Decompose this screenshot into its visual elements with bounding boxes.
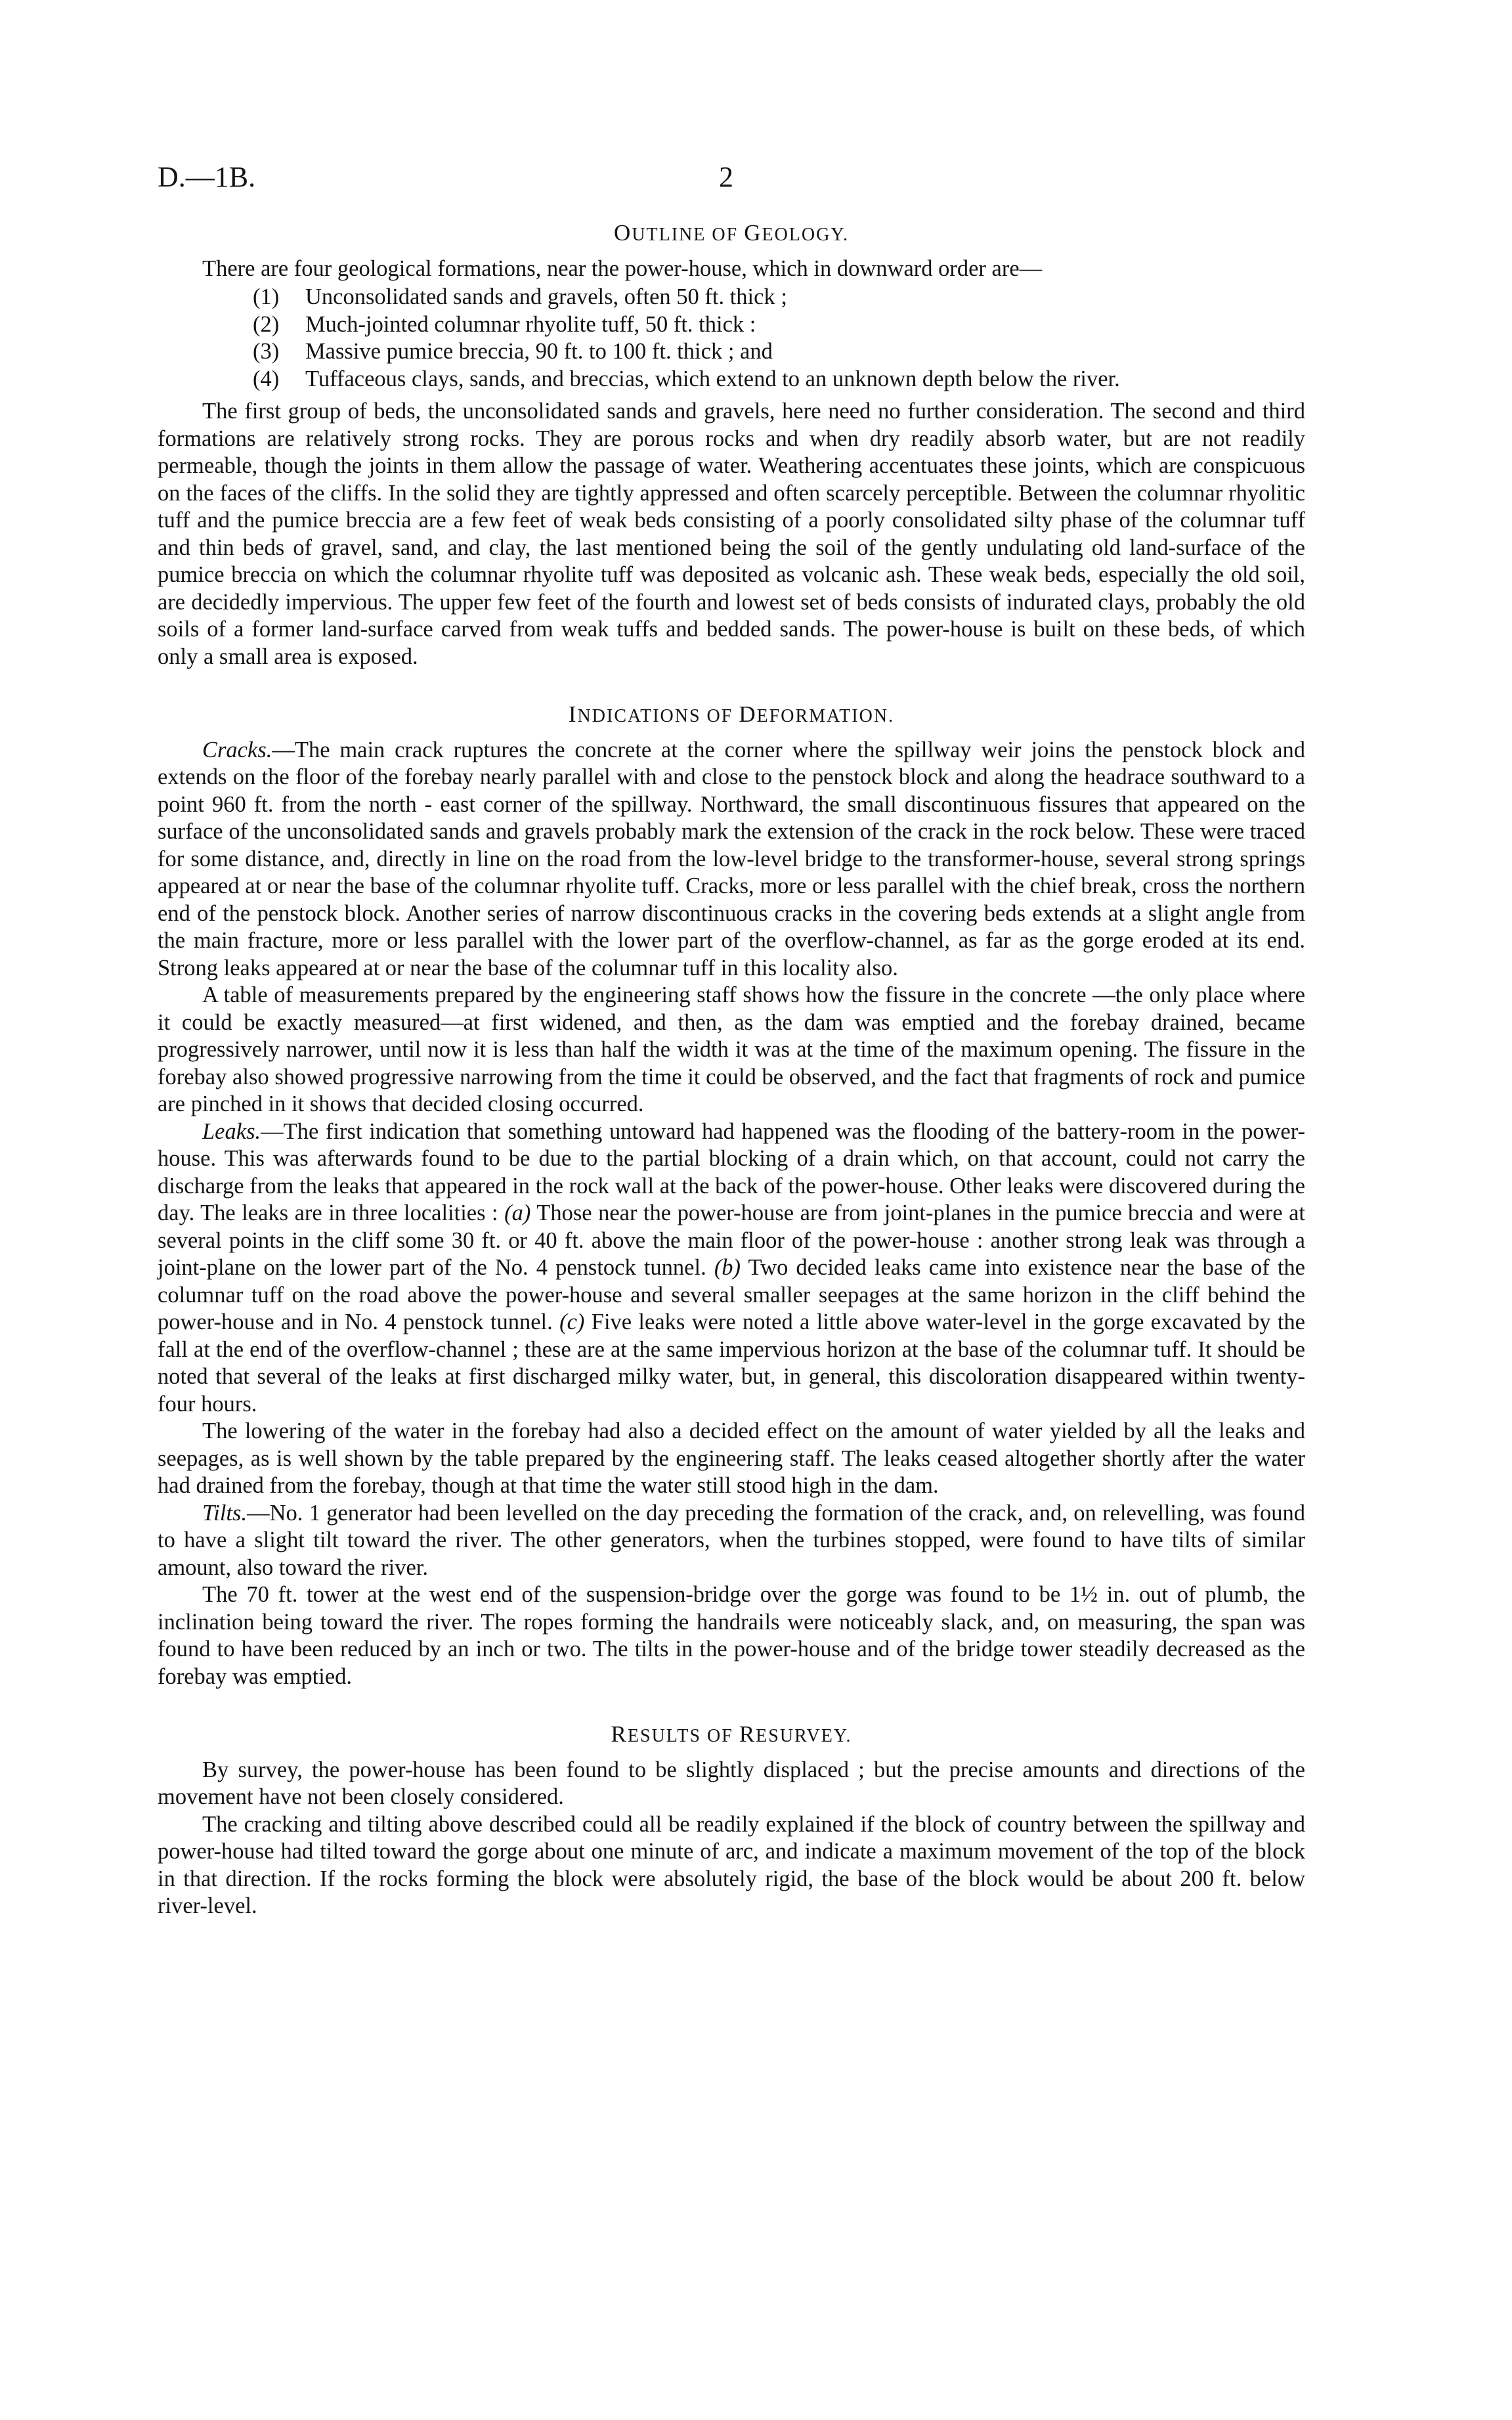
- document-body: [158, 215, 1305, 1920]
- cracks-label: Cracks.: [202, 737, 272, 762]
- cracks-paragraph: Cracks.—The main crack ruptures the concrete at the corner where the spillway weir joins the penstock block and extends on the floor of the forebay nearly parallel with and close to the penstock block and along the headrace southward to a point 960 ft. from the north - east corner of the spillway. Northward, the small discontinuous fissures that appeared on the surface of the unconsolidated sands and gravels probably mark the extension of the crack in the rock below. These were traced for some distance, and, directly in line on the road from the low-level bridge to the transformer-house, several strong springs appeared at or near the base of the columnar rhyolite tuff. Cracks, more or less parallel with the chief break, cross the northern end of the penstock block. Another series of narrow discontinuous cracks in the covering beds extends at a slight angle from the main fracture, more or less parallel with the lower part of the overflow-channel, as far as the gorge eroded at its end. Strong leaks appeared at or near the base of the columnar tuff in this locality also.: [158, 737, 1305, 980]
- tilts-label: Tilts.: [202, 1500, 248, 1526]
- formation-list: [253, 284, 1305, 393]
- list-item: (3) Massive pumice breccia, 90 ft. to 100 ft. thick ; and: [253, 339, 773, 364]
- leaks-paragraph: Leaks.—The first indication that something untoward had happened was the flooding of the battery-room in the power-house. This was afterwards found to be due to the partial blocking of a drain which, on that account, could not carry the discharge from the leaks that appeared in the rock wall at the back of the power-house. Other leaks were discovered during the day. The leaks are in three localities : (a) Those near the power-house are from joint-planes in the pumice breccia and were at several points in the cliff some 30 ft. or 40 ft. above the main floor of the power-house : another strong leak was through a joint-plane on the lower part of the No. 4 penstock tunnel. (b) Two decided leaks came into existence near the base of the columnar tuff on the road above the power-house and several smaller seepages at the same horizon in the cliff behind the power-house and in No. 4 penstock tunnel. (c) Five leaks were noted a little above water-level in the gorge excavated by the fall at the end of the overflow-channel ; these are at the same impervious horizon at the base of the columnar tuff. It should be noted that several of the leaks at first discharged milky water, but, in general, this discoloration disappeared within twenty-four hours.: [158, 1118, 1306, 1417]
- resurvey-paragraph-2: The cracking and tilting above described could all be readily explained if the block of country between the spillway and power-house had tilted toward the gorge about one minute of arc, and indicate a maximum movement of the top of the block in that direction. If the rocks forming the block were absolutely rigid, the base of the block would be about 200 ft. below river-level.: [158, 1811, 1305, 1918]
- list-item: (2) Much-jointed columnar rhyolite tuff, 50 ft. thick :: [253, 311, 756, 337]
- measurements-paragraph: A table of measurements prepared by the engineering staff shows how the fissure in the concrete —the only place where it could be exactly measured—at first widened, and then, as the dam was emptied and the forebay drained, became progressively narrower, until now it is less than half the width it was at the time of the maximum opening. The fissure in the forebay also showed progressive narrowing from the time it could be observed, and the fact that fragments of rock and pumice are pinched in it shows that decided closing occurred.: [158, 982, 1305, 1116]
- section-heading-geology: OUTLINE OF GEOLOGY.: [614, 220, 849, 246]
- list-item: (4) Tuffaceous clays, sands, and breccias, which extend to an unknown depth below the river.: [253, 366, 1120, 391]
- geology-paragraph: The first group of beds, the unconsolidated sands and gravels, here need no further consideration. The second and third formations are relatively strong rocks. They are porous rocks and when dry readily absorb water, but are not readily permeable, though the joints in them allow the passage of water. Weathering accentuates these joints, which are conspicuous on the faces of the cliffs. In the solid they are tightly appressed and often scarcely perceptible. Between the columnar rhyolitic tuff and the pumice breccia are a few feet of weak beds consisting of a poorly consolidated silty phase of the columnar tuff and thin beds of gravel, sand, and clay, the last mentioned being the soil of the gently undulating old land-surface of the pumice breccia on which the columnar rhyolite tuff was deposited as volcanic ash. These weak beds, especially the old soil, are decidedly impervious. The upper few feet of the fourth and lowest set of beds consists of indurated clays, probably the old soils of a former land-surface carved from weak tuffs and bedded sands. The power-house is built on these beds, of which only a small area is exposed.: [158, 399, 1305, 669]
- page-header: [158, 160, 1305, 200]
- page-number: 2: [719, 161, 733, 193]
- geology-intro: There are four geological formations, near the power-house, which in downward order are—: [202, 255, 1043, 281]
- leaks-label: Leaks.: [202, 1118, 261, 1144]
- section-heading-deformation: INDICATIONS OF DEFORMATION.: [568, 701, 895, 727]
- list-item: (1) Unconsolidated sands and gravels, often 50 ft. thick ;: [253, 284, 787, 309]
- section-heading-resurvey: RESULTS OF RESURVEY.: [611, 1721, 852, 1747]
- bridge-tower-paragraph: The 70 ft. tower at the west end of the suspension-bridge over the gorge was found to be 1½ in. out of plumb, the inclination being toward the river. The ropes forming the handrails were noticeably slack, and, on measuring, the span was found to have been reduced by an inch or two. The tilts in the power-house and of the bridge tower steadily decreased as the forebay was emptied.: [158, 1582, 1305, 1689]
- document-reference: D.—1B.: [158, 161, 256, 193]
- tilts-paragraph: Tilts.—No. 1 generator had been levelled on the day preceding the formation of the crack, and, on relevelling, was found to have a slight tilt toward the river. The other generators, when the turbines stopped, were found to have tilts of similar amount, also toward the river.: [158, 1500, 1305, 1580]
- resurvey-paragraph-1: By survey, the power-house has been found to be slightly displaced ; but the precise amounts and directions of the movement have not been closely considered.: [158, 1757, 1305, 1809]
- forebay-lowering-paragraph: The lowering of the water in the forebay had also a decided effect on the amount of water yielded by all the leaks and seepages, as is well shown by the table prepared by the engineering staff. The leaks ceased altogether shortly after the water had drained from the forebay, though at that time the water still stood high in the dam.: [158, 1419, 1305, 1498]
